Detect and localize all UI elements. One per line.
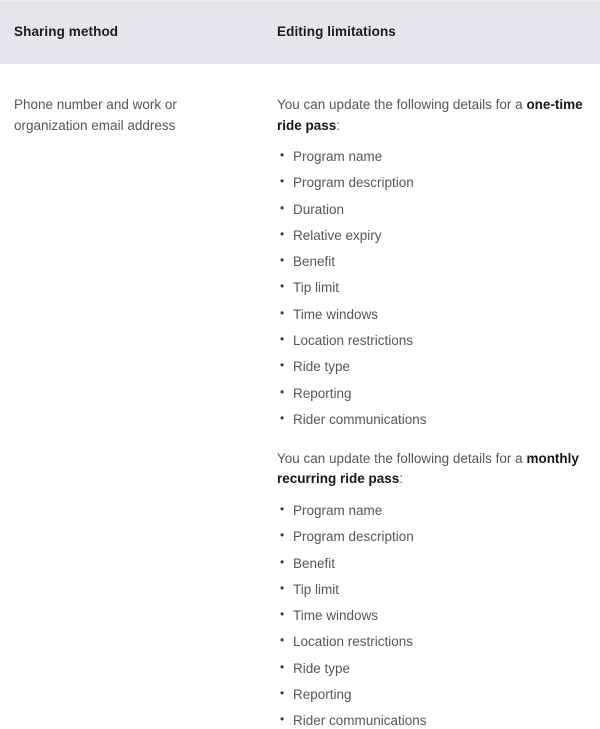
list-item: • Tip limit — [277, 279, 590, 296]
table-body — [0, 64, 600, 729]
list-item: • Rider communications — [277, 411, 590, 428]
intro-prefix-monthly: You can update the following details for a — [277, 450, 527, 466]
list-item: • Ride type — [277, 660, 590, 677]
list-item: • Location restrictions — [277, 332, 590, 349]
detail-list-one-time — [277, 148, 590, 428]
sharing-method-text: Phone number and work or organization email address — [14, 97, 177, 133]
list-item: • Program description — [277, 528, 590, 545]
list-item: • Time windows — [277, 607, 590, 624]
intro-paragraph-monthly — [277, 449, 590, 490]
intro-prefix-one-time: You can update the following details for a — [277, 97, 527, 112]
list-item: • Benefit — [277, 555, 590, 572]
column-header-sharing-method-label: Sharing method — [14, 24, 119, 39]
table-header-row — [0, 0, 600, 64]
list-item: • Tip limit — [277, 581, 590, 598]
cell-editing-limitations — [263, 64, 600, 729]
intro-emphasis-monthly: monthly recurring ride pass — [277, 450, 579, 487]
intro-suffix-monthly: : — [399, 471, 404, 487]
list-item: • Benefit — [277, 253, 590, 270]
column-header-sharing-method — [0, 0, 263, 64]
column-header-editing-limitations — [263, 0, 600, 64]
list-item: • Reporting — [277, 385, 590, 402]
column-header-editing-limitations-label: Editing limitations — [277, 24, 396, 39]
list-item: • Reporting — [277, 686, 590, 703]
top-hairline — [0, 0, 600, 1]
list-item: • Relative expiry — [277, 227, 590, 244]
intro-paragraph-one-time — [277, 95, 590, 136]
list-item: • Rider communications — [277, 712, 590, 729]
list-item: • Program name — [277, 148, 590, 165]
list-item: • Ride type — [277, 358, 590, 375]
list-item: • Program description — [277, 174, 590, 191]
table-row — [0, 64, 600, 729]
list-item: • Program name — [277, 502, 590, 519]
intro-emphasis-one-time: one-time ride pass — [277, 97, 583, 133]
list-item: • Time windows — [277, 306, 590, 323]
intro-suffix-one-time: : — [336, 117, 341, 133]
table-header — [0, 0, 600, 64]
cell-sharing-method — [0, 64, 263, 729]
detail-list-monthly — [277, 502, 590, 729]
list-item: • Location restrictions — [277, 633, 590, 650]
list-item: • Duration — [277, 201, 590, 218]
